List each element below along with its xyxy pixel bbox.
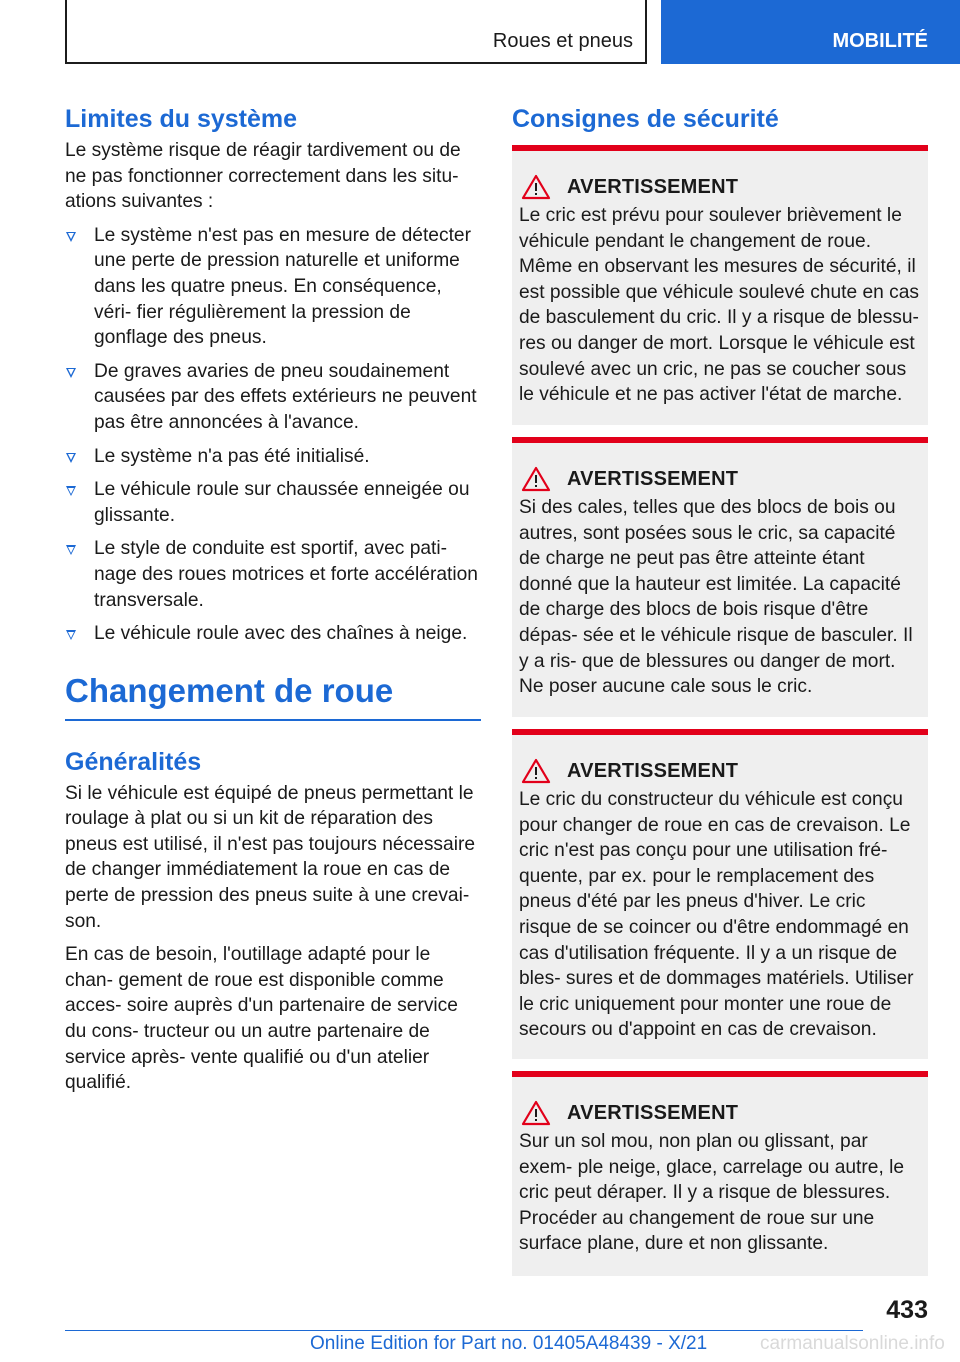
warning-text: Sur un sol mou, non plan ou glissant, par exem- ple neige, glace, carrelage ou autre, le cric peut déraper. Il y a risque de blessures. Procéder au changement de roue sur une surface plane, dure et non glissante. (519, 1131, 905, 1255)
warning-triangle-icon (521, 466, 551, 492)
warning-box (512, 1071, 928, 1276)
right-column (512, 102, 928, 136)
limits-intro: Le système risque de réagir tardivement ou de ne pas fonctionner correctement dans les situ- ations suivantes : (65, 140, 461, 213)
warning-box (512, 437, 928, 717)
header-chapter-tab (661, 0, 960, 64)
list-item: Le véhicule roule avec des chaînes à neige. (65, 621, 481, 647)
list-item: Le système n'est pas en mesure de détecter une perte de pression naturelle et uniforme dans les quatre pneus. En conséquence, véri- fier régulièrement la pression de gonflage des pneus. (65, 223, 481, 351)
section-rule (65, 719, 481, 721)
warning-header (519, 173, 920, 201)
header-section-tab (65, 0, 647, 64)
section-title: Changement de roue (65, 671, 394, 709)
left-column (65, 102, 481, 1096)
triangle-bullet-icon (66, 545, 76, 555)
header-section-title: Roues et pneus (492, 30, 633, 52)
warning-title: AVERTISSEMENT (567, 1101, 739, 1124)
limits-list (65, 223, 481, 647)
warning-text: Le cric du constructeur du véhicule est conçu pour changer de roue en cas de crevaison. Le cric n'est pas conçu pour une utilisation fré- quente, par ex. pour le remplacement des pneus d'été par les pneus d'hiver. Le cric risque de se coincer ou d'être endommagé en cas d'utilisation fréquente. Il y a un risque de bles- sures et de dommages matériels. Utiliser le cric uniquement pour monter une roue de secours ou d'appoint en cas de crevaison. (519, 789, 914, 1041)
warning-box (512, 145, 928, 425)
warning-triangle-icon (521, 1100, 551, 1126)
list-item: Le style de conduite est sportif, avec pati- nage des roues motrices et forte accélération transversale. (65, 536, 481, 613)
list-item: De graves avaries de pneu soudainement causées par des effets extérieurs ne peuvent pas être annoncées à l'avance. (65, 359, 481, 436)
warning-header (519, 465, 920, 493)
triangle-bullet-icon (66, 486, 76, 496)
general-paragraph-1: Si le véhicule est équipé de pneus permettant le roulage à plat ou si un kit de réparation des pneus est utilisé, il n'est pas toujours nécessaire de changer immédiatement la roue en cas de perte de pression des pneus suite à une crevai- son. (65, 782, 476, 932)
safety-title: Consignes de sécurité (512, 105, 779, 133)
warning-title: AVERTISSEMENT (567, 467, 739, 490)
warning-triangle-icon (521, 758, 551, 784)
list-item: Le système n'a pas été initialisé. (65, 444, 481, 470)
page-number: 433 (886, 1296, 928, 1324)
general-paragraph-2: En cas de besoin, l'outillage adapté pour le chan- gement de roue est disponible comme acces- soire auprès d'un partenaire de service du cons- tructeur ou un autre partenaire de service après- vente qualifié ou d'un atelier qualifié. (65, 944, 458, 1094)
footer-watermark: carmanualsonline.info (760, 1333, 945, 1354)
triangle-bullet-icon (66, 630, 76, 640)
footer-edition: Online Edition for Part no. 01405A48439 - X/21 (310, 1333, 708, 1354)
warning-text: Le cric est prévu pour soulever brièvement le véhicule pendant le changement de roue. Même en observant les mesures de sécurité, il est possible que véhicule soulevé chute en cas de basculement du cric. Il y a risque de blessu- res ou danger de mort. Lorsque le véhicule est soulevé avec un cric, ne pas se coucher sous le véhicule et ne pas activer l'état de marche. (519, 205, 919, 406)
header-chapter-title: MOBILITÉ (832, 30, 928, 52)
general-title: Généralités (65, 747, 202, 776)
warning-triangle-icon (521, 174, 551, 200)
warning-header (519, 757, 920, 785)
warning-title: AVERTISSEMENT (567, 759, 739, 782)
limits-title: Limites du système (65, 105, 298, 133)
warning-box (512, 729, 928, 1059)
warning-title: AVERTISSEMENT (567, 175, 739, 198)
triangle-bullet-icon (66, 368, 76, 378)
footer-rule (65, 1330, 863, 1331)
warning-header (519, 1099, 920, 1127)
triangle-bullet-icon (66, 232, 76, 242)
triangle-bullet-icon (66, 453, 76, 463)
warning-text: Si des cales, telles que des blocs de bois ou autres, sont posées sous le cric, sa capacité de charge ne peut pas être atteinte étant donné que la hauteur est limitée. La capacité de charge des blocs de bois risque d'être dépas- sée et le véhicule risque de basculer. Il y a ris- que de blessures ou danger de mort. Ne poser aucune cale sous le cric. (519, 497, 913, 698)
list-item: Le véhicule roule sur chaussée enneigée ou glissante. (65, 477, 481, 528)
